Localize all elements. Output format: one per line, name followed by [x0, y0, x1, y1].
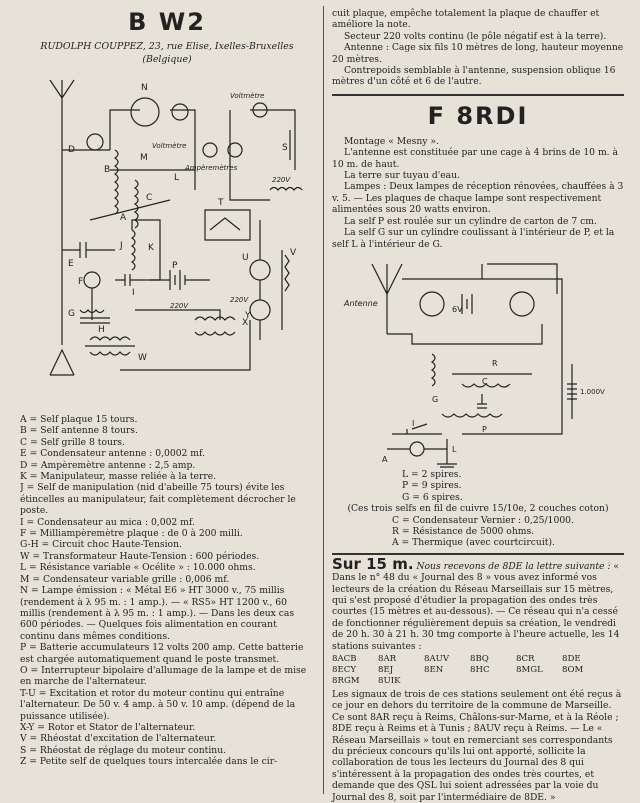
label-C: C [146, 193, 153, 203]
f8rdi-schematic [332, 254, 624, 469]
f8rdi-para: Lampes : Deux lampes de réception rénovées, chauffées à 3 v. 5. — Les plaques de chaque lampe sont respectivement alimentées sous 20 watts environ. [332, 181, 624, 216]
label-R: R [492, 358, 498, 368]
label-H: H [98, 325, 105, 335]
station: 8DE [562, 654, 581, 664]
label-L2: L [452, 444, 457, 454]
spires-list [332, 469, 624, 503]
f8rdi-para: La terre sur tuyau d'eau. [344, 170, 460, 182]
continuation-text: Contrepoids semblable à l'antenne, suspension oblique 16 mètres d'un côté et 6 de l'autre. [332, 65, 616, 88]
sur-title: Sur 15 m. [332, 554, 414, 573]
label-M: M [140, 153, 148, 163]
station: 8ECY [332, 665, 356, 675]
section-rule [332, 94, 624, 96]
station: 8HC [470, 665, 490, 675]
station-country: (Belgique) [142, 54, 192, 65]
continuation-text: cuit plaque, empêche totalement la plaque de chauffer et améliore la note. [332, 8, 600, 31]
station: 8OM [562, 665, 584, 675]
label-antenne: Antenne [344, 298, 378, 308]
component-item: C = Condensateur Vernier : 0,25/1000. [392, 514, 574, 526]
bw2-legend [20, 414, 314, 768]
label-220v-c: 220V [230, 296, 249, 304]
legend-item: O = Interrupteur bipolaire d'allumage de la lampe et de mise en marche de l'alternateur. [20, 664, 307, 688]
label-T: T [218, 198, 224, 208]
legend-item: F = Milliampèremètre plaque : de 0 à 200 milli. [20, 528, 243, 540]
label-1000v: 1.000V [580, 387, 605, 396]
label-I: I [132, 288, 135, 298]
station: 8BQ [470, 654, 489, 664]
label-V: V [290, 248, 297, 258]
f8rdi-para: La self P est roulée sur un cylindre de carton de 7 cm. [344, 215, 597, 227]
station-address: RUDOLPH COUPPEZ, 23, rue Elise, Ixelles-Bruxelles [40, 41, 294, 52]
label-Y: Y [245, 311, 251, 321]
station: 8UIK [378, 676, 401, 686]
legend-item: A = Self plaque 15 tours. [20, 414, 138, 425]
station: 8AUV [424, 654, 450, 664]
station: 8CR [516, 654, 535, 664]
legend-item: N = Lampe émission : « Métal E6 » HT 3000 v., 75 millis (rendement à λ 95 m. : 1 amp.). — « RS5» HT 1200 v., 60 millis (rendement à λ 95 m. : 1 amp.). — Dans les deux cas 600 périodes. — Quelques fois alimentation en courant continu dans mêmes conditions. [20, 585, 295, 642]
continuation-text: Secteur 220 volts continu (le pôle négatif est à la terre). [344, 30, 607, 42]
sur-body: « Dans le n° 48 du « Journal des 8 » vous avez informé vos lecteurs de la création du Réseau Marseillais sur 15 mètres, qui s'est proposé d'étudier la propagation des ondes très courtes (15 mètres et au-dessous). — Ce réseau qui n'a cessé de fonctionner régulièrement depuis sa création, le vendredi de 20 h. 30 à 21 h. 30 tmg comporte à l'heure actuelle, les 14 stations suivantes : [332, 560, 620, 652]
label-voltmetre-2: Voltmètre [230, 92, 265, 100]
label-6v: 6V [452, 304, 463, 314]
label-W: W [138, 353, 147, 363]
station: 8ACB [332, 654, 357, 664]
legend-item: M = Condensateur variable grille : 0,006 mf. [20, 573, 230, 585]
sur-intro [332, 554, 624, 652]
label-amperemetres: Ampèremètres [185, 164, 238, 172]
label-G2: G [432, 394, 439, 404]
legend-item: D = Ampèremètre antenne : 2,5 amp. [20, 459, 196, 471]
legend-item: J = Self de manipulation (nid d'abeille 75 tours) évite les étincelles au manipulateur, fait complètement décrocher le poste. [20, 482, 296, 517]
station-title-f8rdi: F 8RDI [427, 101, 529, 130]
label-F: F [78, 277, 84, 287]
label-K: K [148, 243, 154, 253]
f8rdi-para: La self G sur un cylindre coulissant à l'intérieur de P, et la self L à l'intérieur de G. [332, 227, 615, 250]
legend-item: Z = Petite self de quelques tours intercalée dans le cir- [20, 756, 278, 768]
station-title-bw2: B W2 [128, 8, 206, 36]
legend-item: X-Y = Rotor et Stator de l'alternateur. [20, 721, 196, 733]
spires-item: P = 9 spires. [402, 480, 462, 492]
label-X: X [242, 318, 249, 328]
label-220v-b: 220V [170, 302, 189, 310]
legend-item: S = Rhéostat de réglage du moteur continu. [20, 744, 227, 756]
label-P2: P [482, 424, 487, 434]
legend-item: L = Résistance variable « Océlite » : 10.000 ohms. [20, 562, 256, 574]
label-G: G [68, 309, 75, 319]
f8rdi-para: L'antenne est constituée par une cage à 4 brins de 10 m. à 10 m. de haut. [332, 147, 618, 170]
legend-item: W = Transformateur Haute-Tension : 600 périodes. [20, 550, 260, 562]
legend-item: V = Rhéostat d'excitation de l'alternateur. [20, 733, 217, 745]
label-U: U [242, 253, 249, 263]
spires-item: G = 6 spires. [402, 491, 463, 503]
spires-note: (Ces trois selfs en fil de cuivre 15/10e, 2 couches coton) [347, 503, 609, 515]
sur-body-2: Les signaux de trois de ces stations seulement ont été reçus à ce jour en dehors du territoire de la commune de Marseille. Ce sont 8AR reçu à Reims, Châlons-sur-Marne, et à la Réole ; 8DE reçu à Reims et à Tunis ; 8AUV reçu à Reims. — Le « Réseau Marseillais » tout en remerciant ses correspondants du précieux concours qu'ils lui ont apporté, sollicite la collaboration de tous les lecteurs du Journal des 8 qui s'intéressent à la propagation des ondes très courtes, et demande que des QSL lui soient adressées par la voie du Journal des 8, soit par l'intermédiaire de 8DE. » [332, 689, 622, 803]
continuation-text: Antenne : Cage six fils 10 mètres de long, hauteur moyenne 20 mètres. [332, 42, 624, 65]
station-list [332, 654, 624, 687]
label-B: B [104, 165, 111, 175]
label-L: L [174, 173, 180, 183]
label-voltmetre-1: Voltmètre [152, 142, 187, 150]
label-C2: C [482, 376, 488, 386]
legend-item: E = Condensateur antenne : 0,0002 mf. [20, 448, 206, 460]
label-N: N [141, 83, 148, 93]
label-A2: A [382, 454, 388, 464]
bw2-schematic [20, 70, 314, 410]
sur-intro-text: Nous recevons de 8DE la lettre suivante : [416, 560, 611, 572]
label-P: P [172, 261, 178, 271]
label-E: E [68, 259, 74, 269]
label-A: A [120, 213, 127, 223]
legend-item: B = Self antenne 8 tours. [20, 425, 138, 437]
station: 8RGM [332, 676, 360, 686]
legend-item: C = Self grille 8 tours. [20, 436, 125, 448]
spires-item: L = 2 spires. [402, 468, 462, 480]
component-item: A = Thermique (avec courtcircuit). [392, 537, 555, 549]
station: 8EN [424, 665, 444, 675]
column-divider [323, 6, 324, 794]
legend-item: K = Manipulateur, masse reliée à la terre. [20, 471, 217, 483]
component-item: R = Résistance de 5000 ohms. [392, 525, 535, 537]
label-220v-a: 220V [272, 176, 291, 184]
legend-item: P = Batterie accumulateurs 12 volts 200 amp. Cette batterie est chargée automatiquement quand le poste transmet. [20, 642, 304, 665]
right-column [332, 0, 624, 803]
station: 8MGL [516, 665, 543, 675]
label-D: D [68, 145, 75, 155]
legend-item: G-H = Circuit choc Haute-Tension. [20, 539, 182, 551]
label-I2: I [412, 418, 415, 428]
components-list [332, 515, 624, 549]
station: 8EJ [378, 665, 394, 675]
legend-item: I = Condensateur au mica : 0,002 mf. [20, 516, 195, 528]
label-J: J [120, 241, 123, 251]
station: 8AR [378, 654, 397, 664]
left-column [20, 0, 314, 800]
f8rdi-para: Montage « Mesny ». [344, 135, 439, 147]
label-S: S [282, 143, 288, 153]
legend-item: T-U = Excitation et rotor du moteur continu qui entraîne l'alternateur. De 50 v. 4 amp. à 50 v. 10 amp. (dépend de la puissance utilisée). [20, 687, 296, 722]
